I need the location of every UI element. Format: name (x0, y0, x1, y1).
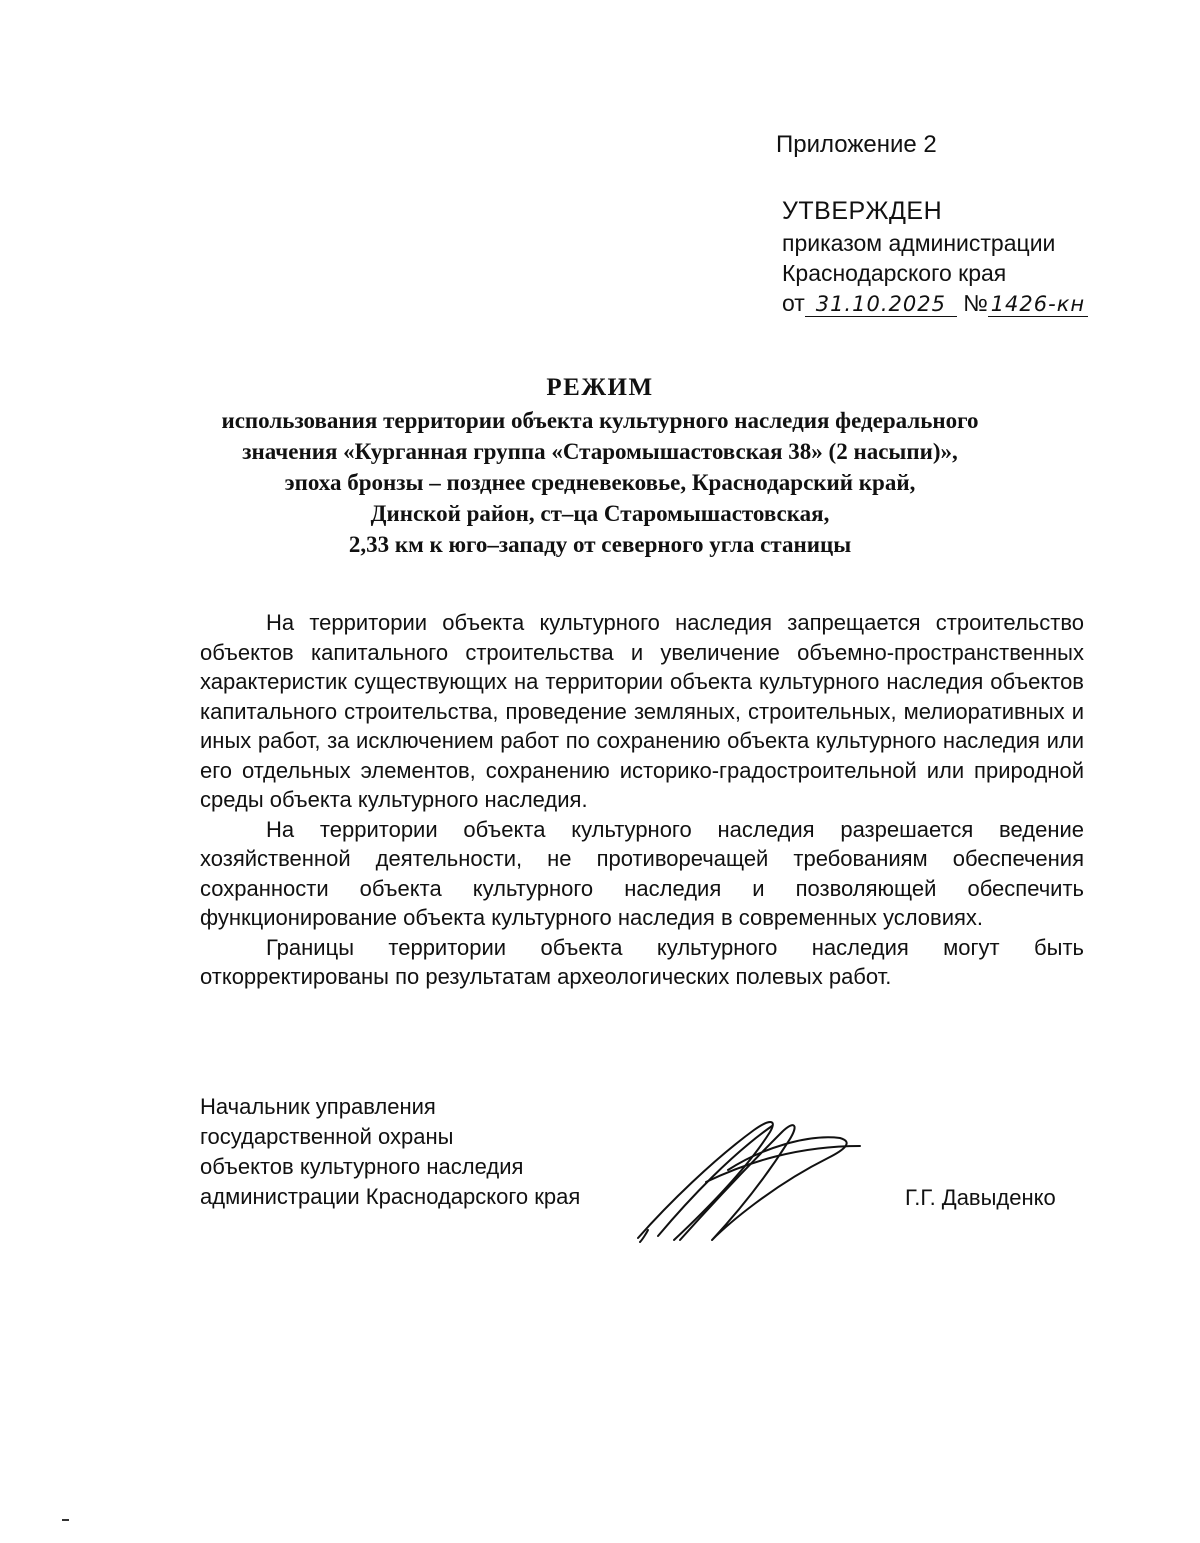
approval-line-2: Краснодарского края (782, 260, 1007, 286)
document-body (200, 608, 1084, 992)
title-line: 2,33 км к юго–западу от северного угла станицы (348, 532, 852, 557)
title-line: значения «Курганная группа «Старомышастовская 38» (2 насыпи)», (242, 439, 958, 464)
position-line: Начальник управления (200, 1094, 436, 1119)
appendix-label: Приложение 2 (776, 131, 937, 158)
position-line: администрации Краснодарского края (200, 1184, 581, 1209)
signer-name: Г.Г. Давыденко (905, 1185, 1056, 1210)
approved-word: УТВЕРЖДЕН (782, 197, 943, 225)
body-paragraph: На территории объекта культурного наследия разрешается ведение хозяйственной деятельности, не противоречащей требованиям обеспечения сохранности объекта культурного наследия и позволяющей обеспечить функционирование объекта культурного наследия в современных условиях. (200, 816, 1084, 930)
approval-stamp (782, 194, 1088, 318)
title-heading: РЕЖИМ (546, 374, 654, 401)
scan-edge-mark (62, 1519, 69, 1521)
title-line: Динской район, ст–ца Старомышастовская, (370, 501, 830, 526)
handwritten-number: 1426-кн (988, 292, 1088, 317)
title-line: эпоха бронзы – позднее средневековье, Краснодарский край, (284, 470, 916, 495)
approval-date-line (782, 288, 1088, 318)
body-paragraph: На территории объекта культурного наследия запрещается строительство объектов капитального строительства и увеличение объемно-пространственных характеристик существующих на территории объекта культурного наследия объектов капитального строительства, проведение земляных, строительных, мелиоративных и иных работ, за исключением работ по сохранению объекта культурного наследия или его отдельных элементов, сохранению историко-градостроительной или природной среды объекта культурного наследия. (200, 610, 1084, 812)
title-line: использования территории объекта культурного наследия федерального (221, 408, 979, 433)
document-title (150, 372, 1050, 560)
number-prefix: № (963, 290, 988, 316)
position-line: государственной охраны (200, 1124, 454, 1149)
handwritten-signature (628, 1112, 868, 1252)
position-line: объектов культурного наследия (200, 1154, 524, 1179)
approval-line-1: приказом администрации (782, 230, 1056, 256)
handwritten-date: 31.10.2025 (805, 292, 957, 317)
signer-position (200, 1092, 580, 1212)
body-paragraph: Границы территории объекта культурного наследия могут быть откорректированы по результатам археологических полевых работ. (200, 934, 1084, 989)
date-prefix: от (782, 290, 805, 316)
